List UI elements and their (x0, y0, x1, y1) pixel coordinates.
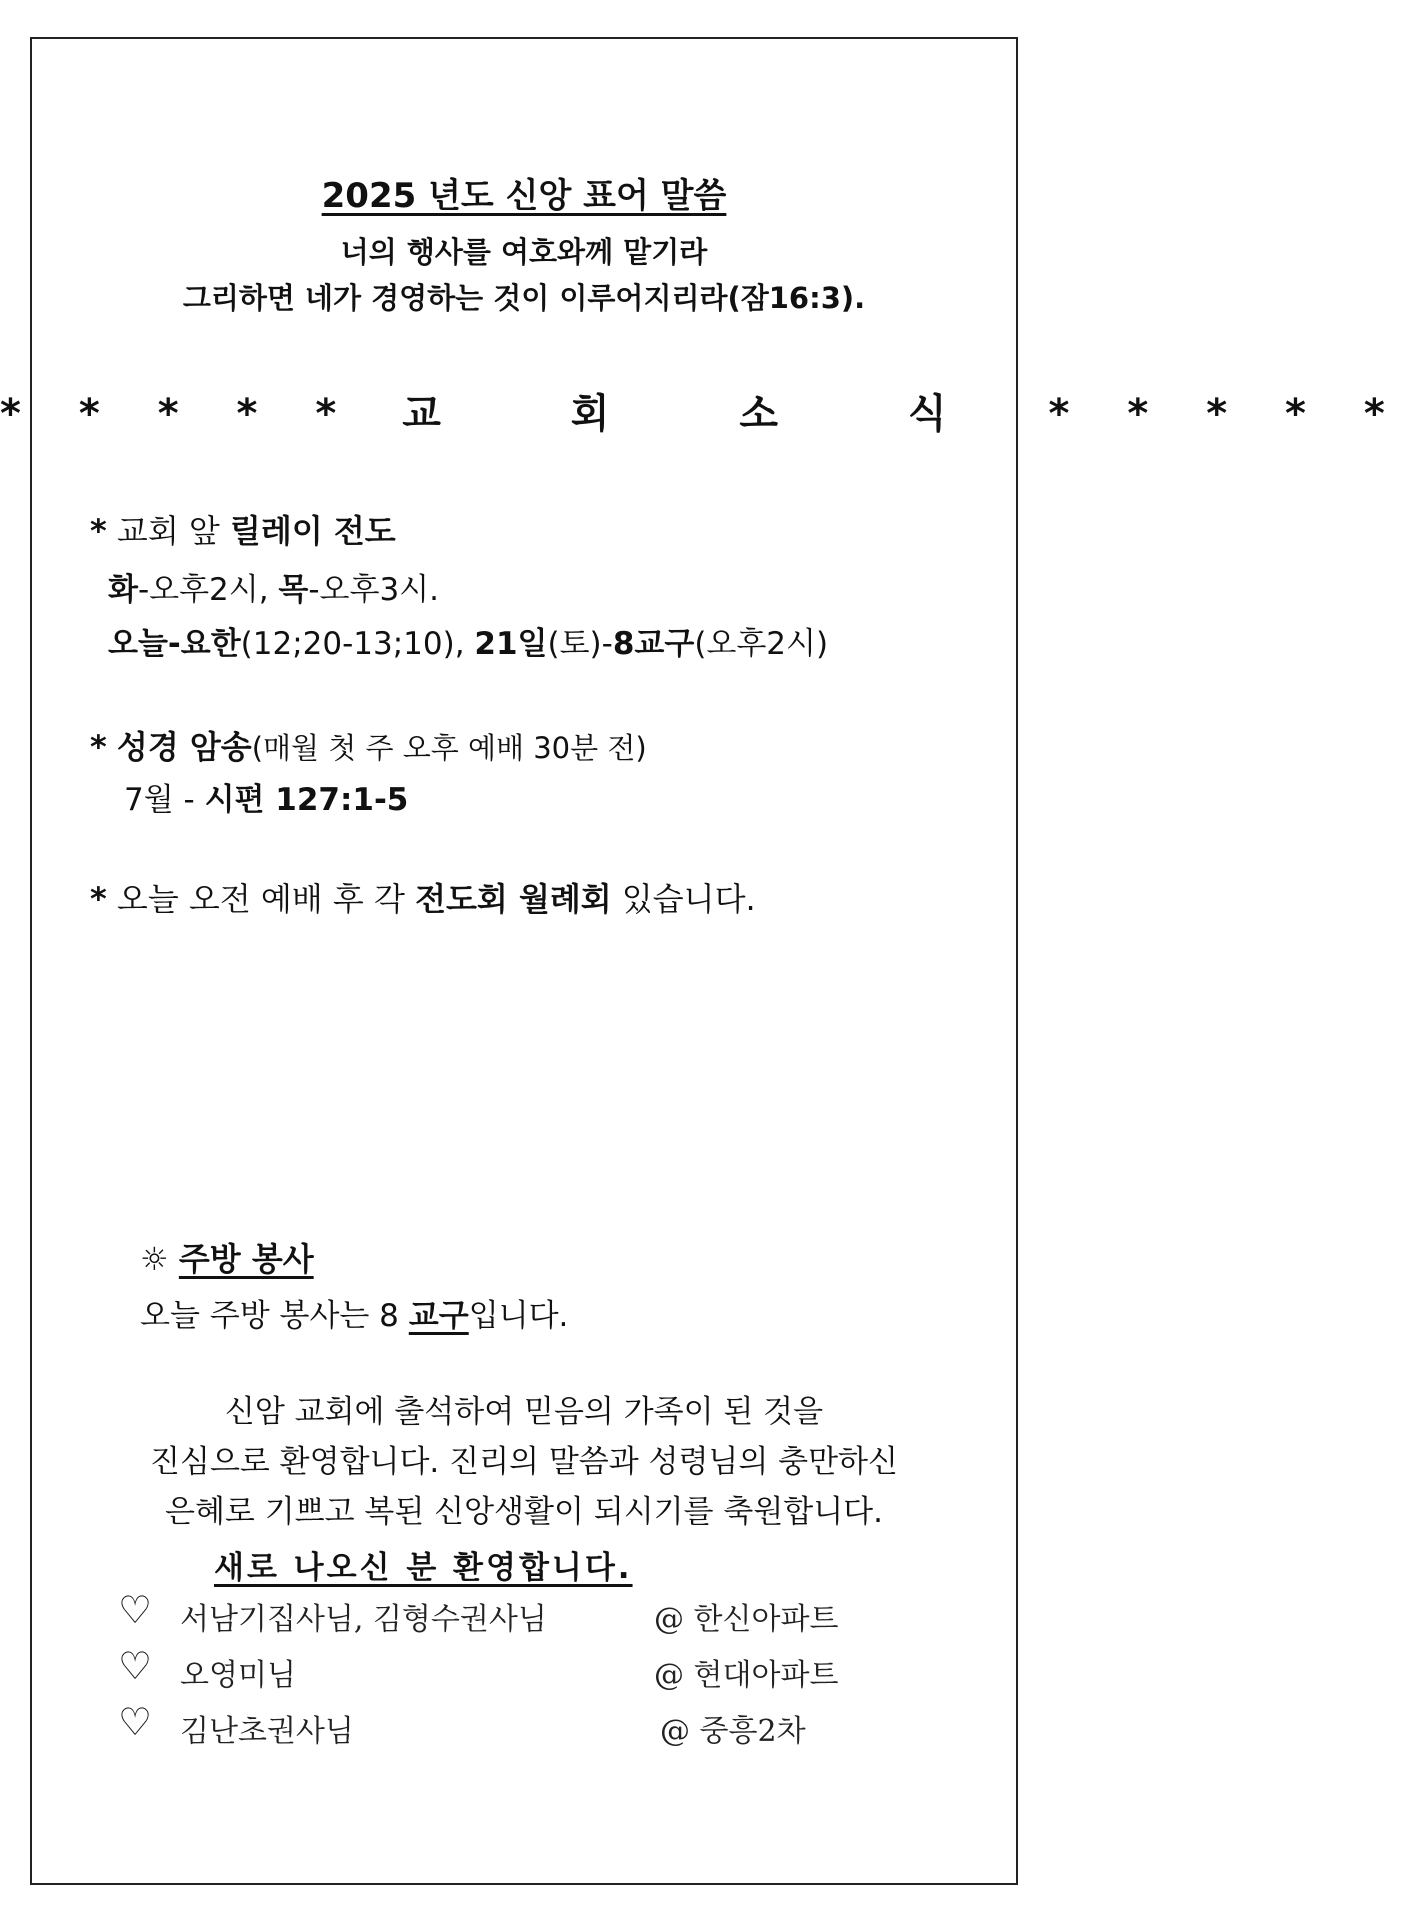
kitchen-text-before: 오늘 주방 봉사는 8 (140, 1298, 399, 1334)
newcomer-place: @ 한신아파트 (654, 1602, 839, 1637)
memorize-passage: 시편 127:1-5 (204, 782, 409, 818)
meeting-text-after: 있습니다. (621, 880, 756, 918)
relay-day1: 화 (108, 572, 138, 608)
church-news-header (0, 382, 1407, 439)
church-news-title: 교 회 소 식 (402, 391, 1005, 437)
memorize-month: 7월 - (124, 782, 195, 818)
relay-today-label: 오늘-요한 (108, 626, 241, 662)
newcomer-place: @ 중흥2차 (660, 1714, 806, 1749)
stars-right: * * * * * (1048, 391, 1407, 437)
newcomer-place: @ 현대아파트 (654, 1658, 839, 1693)
welcome-line2: 진심으로 환영합니다. 진리의 말씀과 성령님의 충만하신 (150, 1444, 898, 1480)
memorize-heading (90, 722, 647, 768)
relay-group: 8교구 (612, 626, 695, 662)
relay-time2: -오후3시. (308, 572, 439, 608)
kitchen-heading (140, 1234, 314, 1280)
newcomer-name: 김난초권사님 (180, 1714, 354, 1749)
bullet-star: * (90, 512, 107, 550)
relay-date-label: 21일 (474, 626, 548, 662)
newcomer-name: 서남기집사님, 김형수권사님 (180, 1602, 547, 1637)
meeting-notice (90, 874, 756, 920)
relay-heading (90, 506, 396, 552)
relay-title: 릴레이 전도 (230, 512, 396, 550)
relay-group-time: (오후2시) (694, 626, 829, 662)
relay-day2: 목 (278, 572, 309, 608)
relay-today-time: (12;20-13;10), (240, 626, 465, 662)
newcomer-name: 오영미님 (180, 1658, 296, 1693)
meeting-text-before: 오늘 오전 예배 후 각 (116, 880, 405, 918)
memorize-note: (매월 첫 주 오후 예배 30분 전) (251, 731, 647, 765)
heart-icon: ♡ (118, 1700, 153, 1744)
meeting-highlight: 전도회 월례회 (415, 880, 612, 918)
relay-date-day: (토)- (547, 626, 613, 662)
memorize-title: 성경 암송 (116, 728, 252, 766)
newcomers-title: 새로 나오신 분 환영합니다. (214, 1550, 633, 1586)
sun-icon: ☼ (140, 1240, 169, 1278)
memorize-passage-line (124, 774, 408, 819)
motto-verse-line1: 너의 행사를 여호와께 맡기라 (340, 235, 708, 269)
heart-icon: ♡ (118, 1588, 153, 1632)
motto-title: 2025 년도 신앙 표어 말씀 (321, 176, 727, 216)
stars-left: * * * * * (0, 391, 359, 437)
welcome-line1: 신암 교회에 출석하여 믿음의 가족이 된 것을 (224, 1394, 824, 1430)
kitchen-group: 교구 (408, 1298, 469, 1334)
bullet-star: * (90, 728, 107, 766)
motto-verse-line2: 그리하면 네가 경영하는 것이 이루어지리라(잠16:3). (182, 281, 866, 315)
kitchen-title: 주방 봉사 (178, 1240, 314, 1278)
relay-time1: -오후2시, (137, 572, 269, 608)
bullet-star: * (90, 880, 107, 918)
kitchen-text-after: 입니다. (468, 1298, 569, 1334)
welcome-line3: 은혜로 기쁘고 복된 신앙생활이 되시기를 축원합니다. (165, 1494, 883, 1530)
relay-today (108, 618, 828, 663)
heart-icon: ♡ (118, 1644, 153, 1688)
relay-schedule (108, 564, 439, 609)
relay-prefix: 교회 앞 (116, 512, 220, 550)
kitchen-text (140, 1290, 568, 1335)
